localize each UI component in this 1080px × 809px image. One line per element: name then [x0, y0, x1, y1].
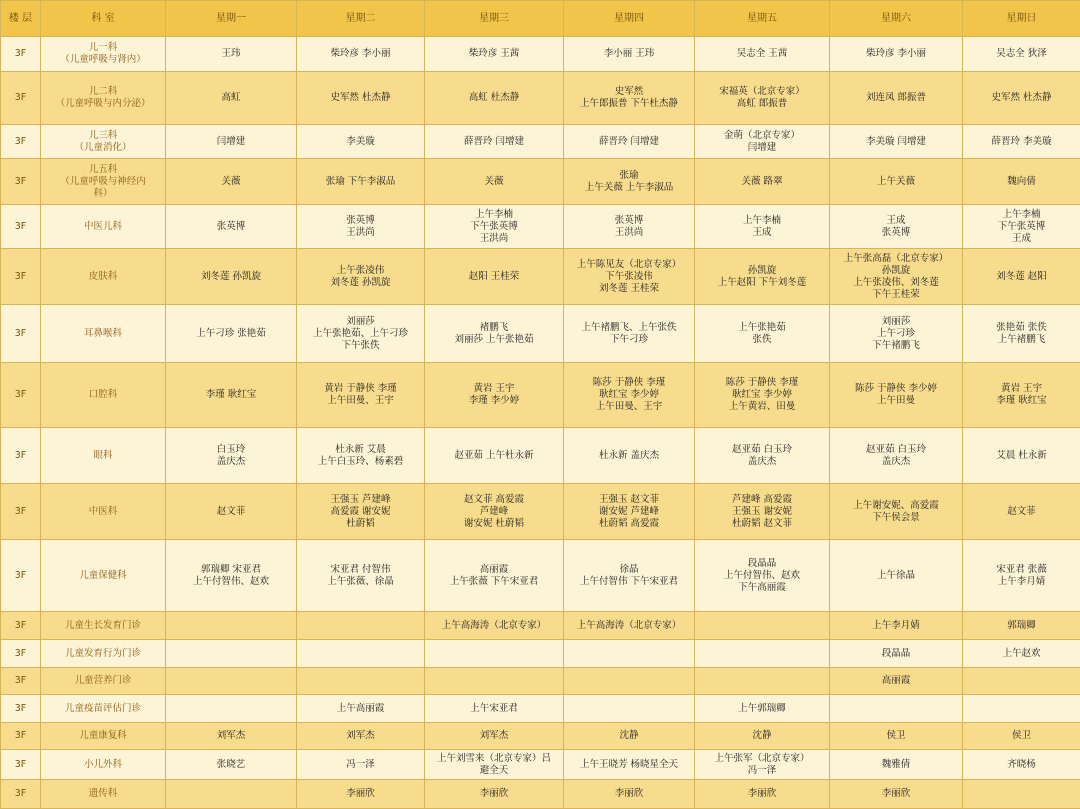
sunday-cell — [963, 695, 1080, 723]
sunday-cell: 吴志全 狄泽 — [963, 37, 1080, 72]
tuesday-cell — [297, 668, 425, 695]
thursday-cell — [564, 640, 695, 668]
monday-cell: 张晓艺 — [166, 750, 297, 780]
thursday-cell: 上午陈见友（北京专家） 下午张凌伟 刘冬莲 王桂荣 — [564, 249, 695, 305]
friday-cell: 段晶晶 上午付智伟、赵欢 下午高丽霞 — [695, 540, 830, 612]
monday-header: 星期一 — [166, 1, 297, 37]
sunday-cell: 郭瑞卿 — [963, 612, 1080, 640]
floor-cell: 3F — [1, 640, 41, 668]
tuesday-cell: 刘军杰 — [297, 723, 425, 750]
thursday-cell: 张英博 王洪尚 — [564, 205, 695, 249]
thursday-cell: 张瑜 上午关薇 上午李淑品 — [564, 159, 695, 205]
thursday-cell: 李丽欣 — [564, 780, 695, 809]
department-cell: 眼科 — [41, 428, 166, 484]
table-row — [1, 363, 1080, 428]
table-row — [1, 612, 1080, 640]
table-row — [1, 780, 1080, 809]
tuesday-header: 星期二 — [297, 1, 425, 37]
monday-cell: 刘冬莲 孙凯旋 — [166, 249, 297, 305]
department-cell: 儿五科 （儿童呼吸与神经内 科） — [41, 159, 166, 205]
tuesday-cell: 王强玉 芦建峰 高爱霞 谢安妮 杜蔚韬 — [297, 484, 425, 540]
thursday-cell: 上午高海涛（北京专家） — [564, 612, 695, 640]
thursday-cell: 史军然 上午郎振普 下午杜杰静 — [564, 72, 695, 125]
tuesday-cell: 史军然 杜杰静 — [297, 72, 425, 125]
saturday-cell: 上午徐晶 — [830, 540, 963, 612]
thursday-cell: 沈静 — [564, 723, 695, 750]
dept-header: 科 室 — [41, 1, 166, 37]
thursday-cell: 杜永新 盖庆杰 — [564, 428, 695, 484]
wednesday-cell: 柴玲彦 王茜 — [425, 37, 564, 72]
floor-cell: 3F — [1, 540, 41, 612]
monday-cell: 李瑾 耿红宝 — [166, 363, 297, 428]
saturday-cell: 上午关薇 — [830, 159, 963, 205]
wednesday-cell: 赵文菲 高爱霞 芦建峰 谢安妮 杜蔚韬 — [425, 484, 564, 540]
tuesday-cell: 宋亚君 付智伟 上午张薇、徐晶 — [297, 540, 425, 612]
sunday-cell: 上午赵欢 — [963, 640, 1080, 668]
table-row — [1, 428, 1080, 484]
department-cell: 皮肤科 — [41, 249, 166, 305]
floor-cell: 3F — [1, 484, 41, 540]
floor-cell: 3F — [1, 37, 41, 72]
monday-cell: 张英博 — [166, 205, 297, 249]
floor-cell: 3F — [1, 125, 41, 159]
tuesday-cell — [297, 612, 425, 640]
table-row — [1, 668, 1080, 695]
wednesday-cell: 刘军杰 — [425, 723, 564, 750]
wednesday-cell: 上午高海涛（北京专家） — [425, 612, 564, 640]
monday-cell — [166, 612, 297, 640]
friday-cell: 金萌（北京专家） 闫增建 — [695, 125, 830, 159]
table-row — [1, 159, 1080, 205]
department-cell: 口腔科 — [41, 363, 166, 428]
friday-cell: 上午张艳茹 张佚 — [695, 305, 830, 363]
thursday-cell — [564, 695, 695, 723]
tuesday-cell: 李美璇 — [297, 125, 425, 159]
saturday-cell: 赵亚茹 白玉玲 盖庆杰 — [830, 428, 963, 484]
friday-cell: 陈莎 于静侠 李瑾 耿红宝 李少婷 上午黄岩、田曼 — [695, 363, 830, 428]
table-row — [1, 750, 1080, 780]
tuesday-cell: 张英博 王洪尚 — [297, 205, 425, 249]
thursday-cell — [564, 668, 695, 695]
table-row — [1, 540, 1080, 612]
sunday-cell: 刘冬莲 赵阳 — [963, 249, 1080, 305]
friday-cell: 宋福英（北京专家） 高虹 郎振普 — [695, 72, 830, 125]
friday-cell: 沈静 — [695, 723, 830, 750]
saturday-cell: 王成 张英博 — [830, 205, 963, 249]
tuesday-cell: 黄岩 于静侠 李瑾 上午田曼、王宇 — [297, 363, 425, 428]
saturday-cell: 刘丽莎 上午刁珍 下午褚鹏飞 — [830, 305, 963, 363]
thursday-cell: 陈莎 于静侠 李瑾 耿红宝 李少婷 上午田曼、王宇 — [564, 363, 695, 428]
floor-cell: 3F — [1, 695, 41, 723]
wednesday-cell: 上午李楠 下午张英博 王洪尚 — [425, 205, 564, 249]
sunday-cell: 赵文菲 — [963, 484, 1080, 540]
wednesday-cell: 赵亚茹 上午杜永新 — [425, 428, 564, 484]
floor-cell: 3F — [1, 72, 41, 125]
friday-cell: 关薇 路翠 — [695, 159, 830, 205]
saturday-cell: 上午李月婧 — [830, 612, 963, 640]
sunday-cell — [963, 780, 1080, 809]
department-cell: 儿童生长发育门诊 — [41, 612, 166, 640]
monday-cell: 关薇 — [166, 159, 297, 205]
tuesday-cell: 张瑜 下午李淑品 — [297, 159, 425, 205]
department-cell: 儿童发育行为门诊 — [41, 640, 166, 668]
table-row — [1, 305, 1080, 363]
table-row — [1, 125, 1080, 159]
floor-cell: 3F — [1, 428, 41, 484]
tuesday-cell — [297, 640, 425, 668]
saturday-header: 星期六 — [830, 1, 963, 37]
sunday-header: 星期日 — [963, 1, 1080, 37]
friday-cell — [695, 640, 830, 668]
floor-cell: 3F — [1, 780, 41, 809]
friday-cell: 芦建峰 高爱霞 王强玉 谢安妮 杜蔚韬 赵文菲 — [695, 484, 830, 540]
wednesday-cell: 褚鹏飞 刘丽莎 上午张艳茹 — [425, 305, 564, 363]
floor-cell: 3F — [1, 612, 41, 640]
monday-cell: 郭瑞卿 宋亚君 上午付智伟、赵欢 — [166, 540, 297, 612]
saturday-cell: 侯卫 — [830, 723, 963, 750]
monday-cell — [166, 640, 297, 668]
sunday-cell: 黄岩 王宇 李瑾 耿红宝 — [963, 363, 1080, 428]
sunday-cell — [963, 668, 1080, 695]
saturday-cell: 柴玲彦 李小丽 — [830, 37, 963, 72]
tuesday-cell: 杜永新 艾晨 上午白玉玲、杨素碧 — [297, 428, 425, 484]
monday-cell: 上午刁珍 张艳茹 — [166, 305, 297, 363]
wednesday-cell: 李丽欣 — [425, 780, 564, 809]
monday-cell — [166, 695, 297, 723]
saturday-cell: 上午谢安妮、高爱霞 下午侯会景 — [830, 484, 963, 540]
thursday-cell: 上午王晓芳 杨晓星全天 — [564, 750, 695, 780]
department-cell: 儿童康复科 — [41, 723, 166, 750]
sunday-cell: 侯卫 — [963, 723, 1080, 750]
floor-cell: 3F — [1, 249, 41, 305]
friday-cell — [695, 668, 830, 695]
thursday-cell: 上午褚鹏飞、上午张佚 下午刁珍 — [564, 305, 695, 363]
monday-cell: 白玉玲 盖庆杰 — [166, 428, 297, 484]
thursday-cell: 徐晶 上午付智伟 下午宋亚君 — [564, 540, 695, 612]
monday-cell: 闫增建 — [166, 125, 297, 159]
tuesday-cell: 上午张凌伟 刘冬莲 孙凯旋 — [297, 249, 425, 305]
tuesday-cell: 柴玲彦 李小丽 — [297, 37, 425, 72]
sunday-cell: 张艳茹 张佚 上午褚鹏飞 — [963, 305, 1080, 363]
wednesday-cell: 上午宋亚君 — [425, 695, 564, 723]
department-cell: 中医科 — [41, 484, 166, 540]
wednesday-cell: 关薇 — [425, 159, 564, 205]
saturday-cell: 上午张高磊（北京专家） 孙凯旋 上午张凌伟、刘冬莲 下午王桂荣 — [830, 249, 963, 305]
floor-cell: 3F — [1, 205, 41, 249]
thursday-cell: 薛晋玲 闫增建 — [564, 125, 695, 159]
thursday-cell: 李小丽 王玮 — [564, 37, 695, 72]
schedule-body — [1, 37, 1080, 809]
monday-cell: 赵文菲 — [166, 484, 297, 540]
floor-cell: 3F — [1, 668, 41, 695]
friday-cell — [695, 612, 830, 640]
department-cell: 儿二科 （儿童呼吸与内分泌） — [41, 72, 166, 125]
thursday-header: 星期四 — [564, 1, 695, 37]
wednesday-cell: 高丽霞 上午张薇 下午宋亚君 — [425, 540, 564, 612]
saturday-cell: 陈莎 于静侠 李少婷 上午田曼 — [830, 363, 963, 428]
sunday-cell: 宋亚君 张薇 上午李月婧 — [963, 540, 1080, 612]
department-cell: 遗传科 — [41, 780, 166, 809]
floor-header: 楼 层 — [1, 1, 41, 37]
friday-cell: 李丽欣 — [695, 780, 830, 809]
department-cell: 耳鼻喉科 — [41, 305, 166, 363]
tuesday-cell: 刘丽莎 上午张艳茹、上午刁珍 下午张佚 — [297, 305, 425, 363]
department-cell: 儿童营养门诊 — [41, 668, 166, 695]
table-row — [1, 640, 1080, 668]
friday-cell: 赵亚茹 白玉玲 盖庆杰 — [695, 428, 830, 484]
table-row — [1, 205, 1080, 249]
table-row — [1, 484, 1080, 540]
department-cell: 中医儿科 — [41, 205, 166, 249]
saturday-cell: 魏雅倩 — [830, 750, 963, 780]
wednesday-cell: 赵阳 王桂荣 — [425, 249, 564, 305]
table-row — [1, 723, 1080, 750]
sunday-cell: 史军然 杜杰静 — [963, 72, 1080, 125]
wednesday-cell: 薛晋玲 闫增建 — [425, 125, 564, 159]
table-row — [1, 249, 1080, 305]
table-row — [1, 37, 1080, 72]
wednesday-cell — [425, 668, 564, 695]
sunday-cell: 艾晨 杜永新 — [963, 428, 1080, 484]
monday-cell: 王玮 — [166, 37, 297, 72]
monday-cell — [166, 780, 297, 809]
saturday-cell: 李丽欣 — [830, 780, 963, 809]
wednesday-cell: 黄岩 王宇 李瑾 李少婷 — [425, 363, 564, 428]
monday-cell: 刘军杰 — [166, 723, 297, 750]
sunday-cell: 齐晓杨 — [963, 750, 1080, 780]
thursday-cell: 王强玉 赵文菲 谢安妮 芦建峰 杜蔚韬 高爱霞 — [564, 484, 695, 540]
wednesday-cell — [425, 640, 564, 668]
floor-cell: 3F — [1, 363, 41, 428]
friday-cell: 孙凯旋 上午赵阳 下午刘冬莲 — [695, 249, 830, 305]
monday-cell — [166, 668, 297, 695]
saturday-cell — [830, 695, 963, 723]
sunday-cell: 薛晋玲 李美璇 — [963, 125, 1080, 159]
monday-cell: 高虹 — [166, 72, 297, 125]
friday-cell: 上午郭瑞卿 — [695, 695, 830, 723]
department-cell: 儿童疫苗评估门诊 — [41, 695, 166, 723]
department-cell: 小儿外科 — [41, 750, 166, 780]
friday-cell: 上午李楠 王成 — [695, 205, 830, 249]
floor-cell: 3F — [1, 750, 41, 780]
wednesday-cell: 高虹 杜杰静 — [425, 72, 564, 125]
header-row — [1, 1, 1080, 37]
saturday-cell: 段晶晶 — [830, 640, 963, 668]
sunday-cell: 上午李楠 下午张英博 王成 — [963, 205, 1080, 249]
floor-cell: 3F — [1, 723, 41, 750]
wednesday-cell: 上午刘雪来（北京专家）吕 避全天 — [425, 750, 564, 780]
wednesday-header: 星期三 — [425, 1, 564, 37]
friday-cell: 吴志全 王茜 — [695, 37, 830, 72]
tuesday-cell: 冯一泽 — [297, 750, 425, 780]
friday-header: 星期五 — [695, 1, 830, 37]
friday-cell: 上午张军（北京专家） 冯一泽 — [695, 750, 830, 780]
tuesday-cell: 上午高丽霞 — [297, 695, 425, 723]
tuesday-cell: 李丽欣 — [297, 780, 425, 809]
saturday-cell: 高丽霞 — [830, 668, 963, 695]
sunday-cell: 魏向倩 — [963, 159, 1080, 205]
department-cell: 儿童保健科 — [41, 540, 166, 612]
floor-cell: 3F — [1, 305, 41, 363]
saturday-cell: 刘连凤 郎振普 — [830, 72, 963, 125]
floor-cell: 3F — [1, 159, 41, 205]
department-cell: 儿一科 （儿童呼吸与肾内） — [41, 37, 166, 72]
table-row — [1, 695, 1080, 723]
department-cell: 儿三科 （儿童消化） — [41, 125, 166, 159]
table-row — [1, 72, 1080, 125]
saturday-cell: 李美璇 闫增建 — [830, 125, 963, 159]
